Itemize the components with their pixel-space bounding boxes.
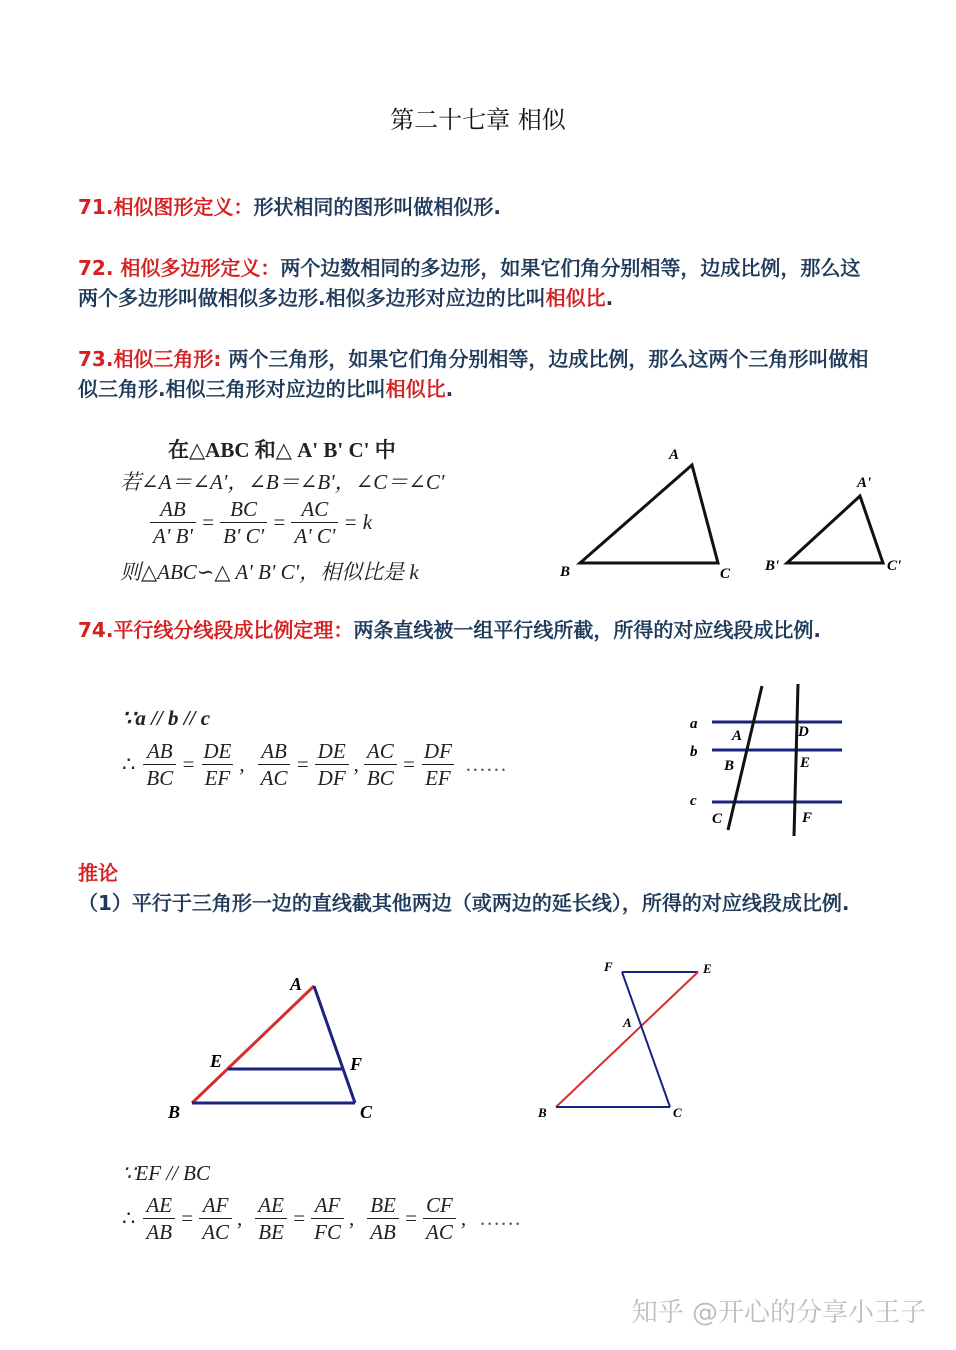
label-a: A — [623, 1015, 632, 1030]
label-a: A — [290, 974, 303, 994]
triangle-a-prime — [787, 496, 883, 563]
label-b: B — [560, 564, 571, 580]
label-b: B — [538, 1105, 547, 1120]
label-c: C — [720, 566, 731, 582]
fraction: $\frac{DF}{EF}$ — [423, 739, 452, 790]
para-number: 71. — [78, 195, 114, 219]
highlight: 相似比 — [385, 377, 446, 401]
because-line: ∵a // b // c — [122, 706, 211, 730]
fraction: $\frac{AB}{AC}$ — [258, 738, 291, 791]
chapter-title: 第二十七章 相似 — [390, 106, 566, 134]
fraction: $\frac{BE}{AB}$ — [367, 1192, 399, 1245]
corollary-title: 推论 — [78, 861, 118, 885]
therefore-symbol: ∴ — [122, 752, 136, 776]
definition: 两个边数相同的多边形，如果它们角分别相等，边成比例，那么这两个多边形叫做相似多边形.相似多边形对应边的比叫 — [78, 256, 861, 310]
label-c: C — [673, 1105, 682, 1120]
formula-line-1: 在△ABC 和△ A' B' C' 中 — [168, 438, 396, 462]
paragraph-74 — [78, 615, 878, 645]
label-b-prime: B' — [765, 558, 780, 574]
fraction: $\frac{AC}{BC}$ — [364, 738, 397, 791]
formula-line-4: 则△ABC∽△ A' B' C'，相似比是 k — [120, 560, 419, 584]
fraction: $\frac{AC}{A' C'}$ — [291, 496, 338, 549]
therefore-symbol: ∴ — [122, 1206, 136, 1230]
fraction: $\frac{DE}{DF}$ — [315, 738, 349, 791]
label-c: C — [360, 1102, 373, 1122]
definition: 两条直线被一组平行线所截，所得的对应线段成比例. — [353, 618, 822, 642]
bowtie-diagram — [530, 955, 730, 1125]
triangle-parallel-diagram — [160, 970, 400, 1130]
para-number: 72. — [78, 256, 121, 280]
watermark: 知乎 @开心的分享小王子 — [631, 1298, 926, 1328]
similar-triangles-diagram — [550, 440, 930, 590]
side-ab — [192, 986, 314, 1103]
para-number: 74. — [78, 618, 114, 642]
label-line-c: c — [690, 793, 697, 809]
label-f: F — [350, 1054, 363, 1074]
label-b: B — [168, 1102, 181, 1122]
term: 平行线分线段成比例定理： — [113, 618, 354, 642]
label-line-b: b — [690, 744, 698, 760]
highlight: 相似比 — [545, 286, 606, 310]
term: 相似三角形: — [113, 347, 222, 371]
corollary-text: （1）平行于三角形一边的直线截其他两边（或两边的延长线），所得的对应线段成比例. — [78, 891, 850, 915]
label-a-prime: A' — [857, 475, 872, 491]
label-e: E — [703, 961, 712, 976]
fraction: $\frac{AE}{BE}$ — [255, 1192, 287, 1245]
fraction: $\frac{AB}{BC}$ — [143, 738, 176, 791]
fraction: $\frac{AE}{AB}$ — [143, 1192, 175, 1245]
segment-fc — [622, 972, 670, 1107]
paragraph-71 — [78, 192, 878, 222]
fraction: $\frac{AF}{AC}$ — [199, 1192, 232, 1245]
label-a: A — [669, 447, 680, 463]
fraction: $\frac{AB}{A' B'}$ — [150, 496, 196, 549]
para-number: 73. — [78, 347, 114, 371]
formula-line-2: 若∠A＝∠A'，∠B＝∠B'，∠C＝∠C' — [120, 470, 445, 494]
label-f-point: F — [802, 810, 813, 826]
because-line-ef: ∵EF // BC — [122, 1161, 211, 1185]
label-e-point: E — [800, 755, 811, 771]
paragraph-73: 73.相似三角形: 两个三角形，如果它们角分别相等，边成比例，那么这两个三角形叫做相似三角形.相似三角形对应边的比叫相似比. — [78, 347, 869, 401]
ellipsis: …… — [479, 1206, 522, 1230]
triangle-abc — [580, 465, 718, 563]
fraction: $\frac{BC}{B' C'}$ — [220, 496, 267, 549]
label-c-point: C — [712, 811, 723, 827]
transversal-2 — [794, 684, 798, 836]
proportion-row-75: ∴ $\frac{AE}{AB}$ = $\frac{AF}{AC}$ , $\frac{AE}{BE}$ = $\frac{AF}{FC}$ , $\frac{BE}{AB}$ = $\frac{CF}{AC}$ , …… — [122, 1193, 522, 1244]
label-d-point: D — [798, 724, 809, 740]
fraction: $\frac{AF}{FC}$ — [311, 1192, 344, 1245]
term: 相似多边形定义： — [120, 256, 281, 280]
paragraph-72: 72. 相似多边形定义：两个边数相同的多边形，如果它们角分别相等，边成比例，那么这两个多边形叫做相似多边形.相似多边形对应边的比叫相似比. — [78, 256, 861, 310]
formula-ratio-row: $\frac{AB}{A' B'}$ = $\frac{BC}{B' C'}$ = $\frac{AC}{A' C'}$ = k — [148, 496, 375, 549]
label-a-point: A — [732, 728, 743, 744]
proportion-row-74: ∴ $\frac{AB}{BC}$ = $\frac{DE}{EF}$ , $\frac{AB}{AC}$ = $\frac{DE}{DF}$ , $\frac{AC}{BC}$ = $\frac{DF}{EF}$ …… — [122, 739, 507, 790]
label-line-a: a — [690, 716, 698, 732]
label-b-point: B — [724, 758, 735, 774]
label-c-prime: C' — [887, 558, 902, 574]
definition: 两个三角形，如果它们角分别相等，边成比例，那么这两个三角形叫做相似三角形.相似三角形对应边的比叫 — [78, 347, 869, 401]
side-ac — [314, 986, 355, 1103]
label-f: F — [604, 959, 613, 974]
fraction: $\frac{DE}{EF}$ — [203, 739, 232, 790]
label-e: E — [210, 1051, 223, 1071]
term: 相似图形定义： — [113, 195, 254, 219]
segment-be — [556, 972, 698, 1107]
parallel-lines-diagram — [680, 680, 860, 845]
ellipsis: …… — [464, 752, 507, 776]
fraction: $\frac{CF}{AC}$ — [423, 1192, 456, 1245]
definition: 形状相同的图形叫做相似形. — [253, 195, 502, 219]
